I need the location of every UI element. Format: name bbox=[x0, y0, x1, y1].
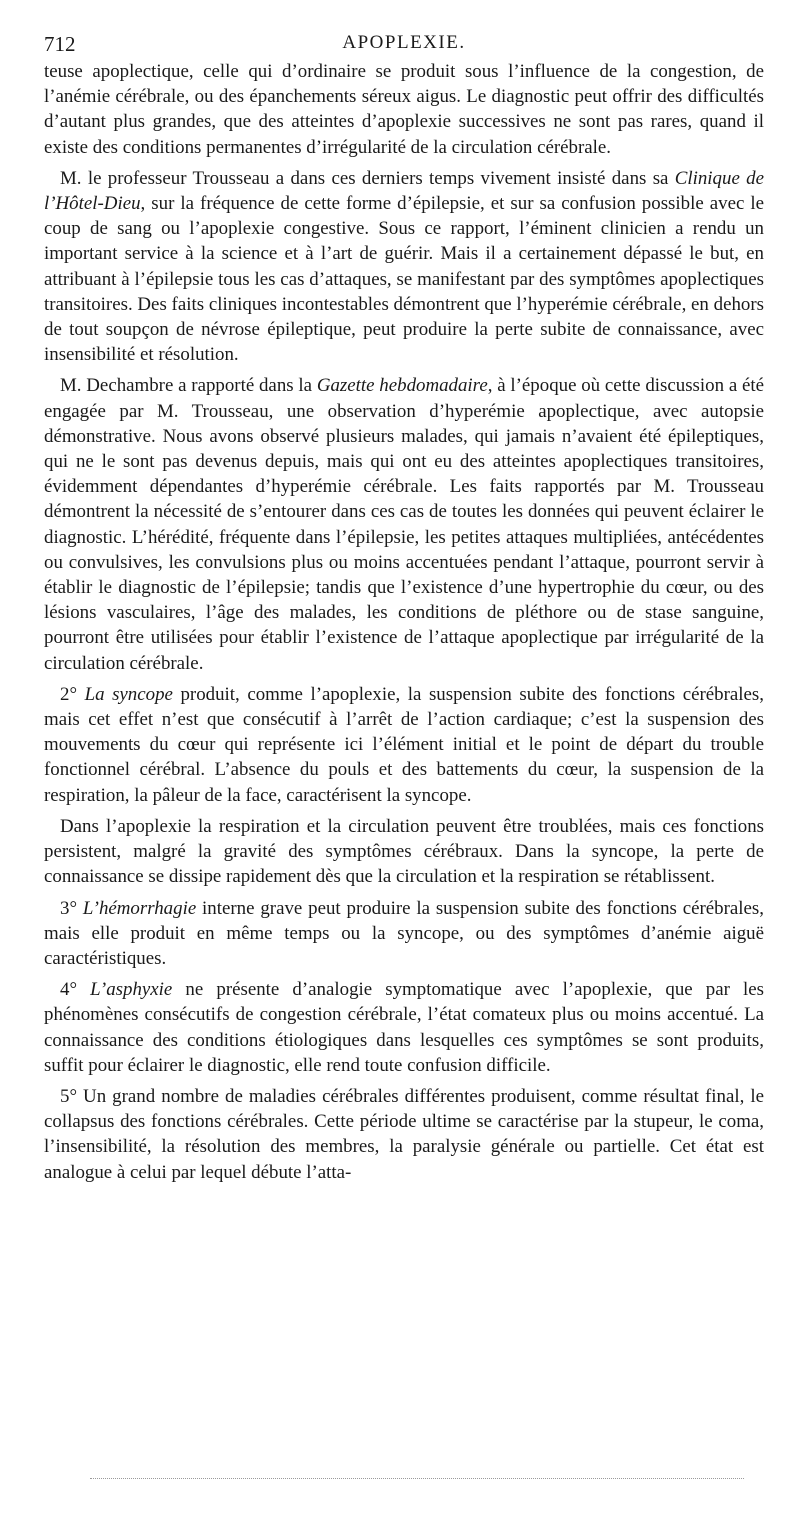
paragraph-continuation: teuse apoplectique, celle qui d’ordinaire se produit sous l’influence de la congestion, de l’anémie cérébrale, ou des épanchements séreux aigus. Le diagnostic peut offrir des difficultés d’autant plus grandes, que des atteintes d’apoplexie successives ne sont pas rares, quand il existe des conditions permanentes d’irrégularité de la circulation cérébrale. bbox=[44, 61, 764, 158]
bottom-rule bbox=[90, 1478, 744, 1479]
list-number: 2° bbox=[60, 683, 85, 705]
paragraph-dechambre bbox=[44, 373, 764, 675]
italic-title: Gazette hebdomadaire bbox=[316, 375, 488, 397]
paragraph-hemorrhagie bbox=[44, 896, 764, 972]
paragraph-text: , à l’époque où cette discussion a été engagée par M. Trousseau, une observation d’hyperémie apoplectique, avec autopsie démonstrative. Nous avons observé plusieurs malades, qui jamais n’avaient été épileptiques, qui ne le sont pas devenus depuis, mais qui ont eu des atteintes apoplectiques transitoires, évidemment dépendantes d’hyperémie cérébrale. Les faits rapportés par M. Trousseau démontrent la nécessité de s’entourer dans ces cas de toutes les données qui peuvent éclairer le diagnostic. L’hérédité, fréquente dans l’épilepsie, les petites attaques multipliées, antécédentes ou convulsives, les convulsions plus ou moins accentuées pendant l’attaque, pourront servir à établir le diagnostic de l’épilepsie; tandis que l’existence d’une hypertrophie du cœur, ou des lésions vasculaires, l’âge des malades, les conditions de pléthore ou de stase sanguine, pourront être utilisées pour établir l’existence de l’attaque apoplectique par irrégularité de la circulation cérébrale. bbox=[44, 375, 764, 674]
paragraph-text: M. le professeur Trousseau a dans ces derniers temps vivement insisté dans sa bbox=[60, 167, 675, 189]
book-page bbox=[44, 26, 764, 1185]
italic-title: Clinique de l’Hôtel-Dieu bbox=[44, 167, 764, 215]
paragraph-text: , sur la fréquence de cette forme d’épilepsie, et sur sa confusion possible avec le coup de sang ou l’apoplexie congestive. Sous ce rapport, l’éminent clinicien a rendu un important service à la science et à l’art de guérir. Mais il a certainement dépassé le but, en attribuant à l’épilepsie tous les cas d’attaques, se manifestant par des symptômes apoplectiques transitoires. Des faits cliniques incontestables démontrent que l’hyperémie cérébrale, en dehors de tout soupçon de névrose épileptique, peut produire la perte subite de connaissance, avec insensibilité et résolution. bbox=[44, 193, 764, 366]
italic-term: L’asphyxie bbox=[90, 979, 173, 1001]
italic-term: L’hémorrhagie bbox=[82, 897, 197, 919]
paragraph-apoplexie-respiration: Dans l’apoplexie la respiration et la circulation peuvent être troublées, mais ces fonctions persistent, malgré la gravité des symptômes cérébraux. Dans la syncope, la perte de connaissance se dissipe rapidement dès que la circulation et la respiration se rétablissent. bbox=[44, 815, 764, 888]
italic-term: La syncope bbox=[84, 683, 173, 705]
paragraph-trousseau bbox=[44, 166, 764, 368]
paragraph-text: interne grave peut produire la suspension subite des fonctions cérébrales, mais elle produit en même temps ou la syncope, ou des symptômes d’anémie aiguë caractéristiques. bbox=[44, 897, 764, 969]
list-number: 4° bbox=[60, 979, 91, 1001]
paragraph-text: produit, comme l’apoplexie, la suspension subite des fonctions cérébrales, mais cet effet n’est que consécutif à l’arrêt de l’action cardiaque; c’est la suspension des mouvements du cœur qui représente ici l’élément initial et le point de départ du trouble fonctionnel cérébral. L’absence du pouls et des battements du cœur, la suspension de la respiration, la pâleur de la face, caractérisent la syncope. bbox=[44, 683, 764, 806]
running-title: APOPLEXIE. bbox=[342, 32, 466, 53]
paragraph-text: M. Dechambre a rapporté dans la bbox=[60, 375, 317, 397]
paragraph-text: ne présente d’analogie symptomatique avec l’apoplexie, que par les phénomènes consécutifs de congestion cérébrale, l’état comateux plus ou moins accentué. La connaissance des conditions étiologiques dans lesquelles ces symptômes se sont produits, suffit pour éclairer le diagnostic, elle rend toute confusion difficile. bbox=[44, 979, 764, 1076]
running-head bbox=[44, 26, 764, 60]
page-number: 712 bbox=[44, 32, 76, 56]
paragraph-syncope bbox=[44, 682, 764, 808]
paragraph-asphyxie bbox=[44, 977, 764, 1078]
list-number: 3° bbox=[60, 897, 83, 919]
paragraph-maladies-cerebrales: 5° Un grand nombre de maladies cérébrales différentes produisent, comme résultat final, le collapsus des fonctions cérébrales. Cette période ultime se caractérise par la stupeur, le coma, l’insensibilité, la résolution des membres, la paralysie générale ou partielle. Cet état est analogue à celui par lequel débute l’atta- bbox=[44, 1085, 764, 1183]
